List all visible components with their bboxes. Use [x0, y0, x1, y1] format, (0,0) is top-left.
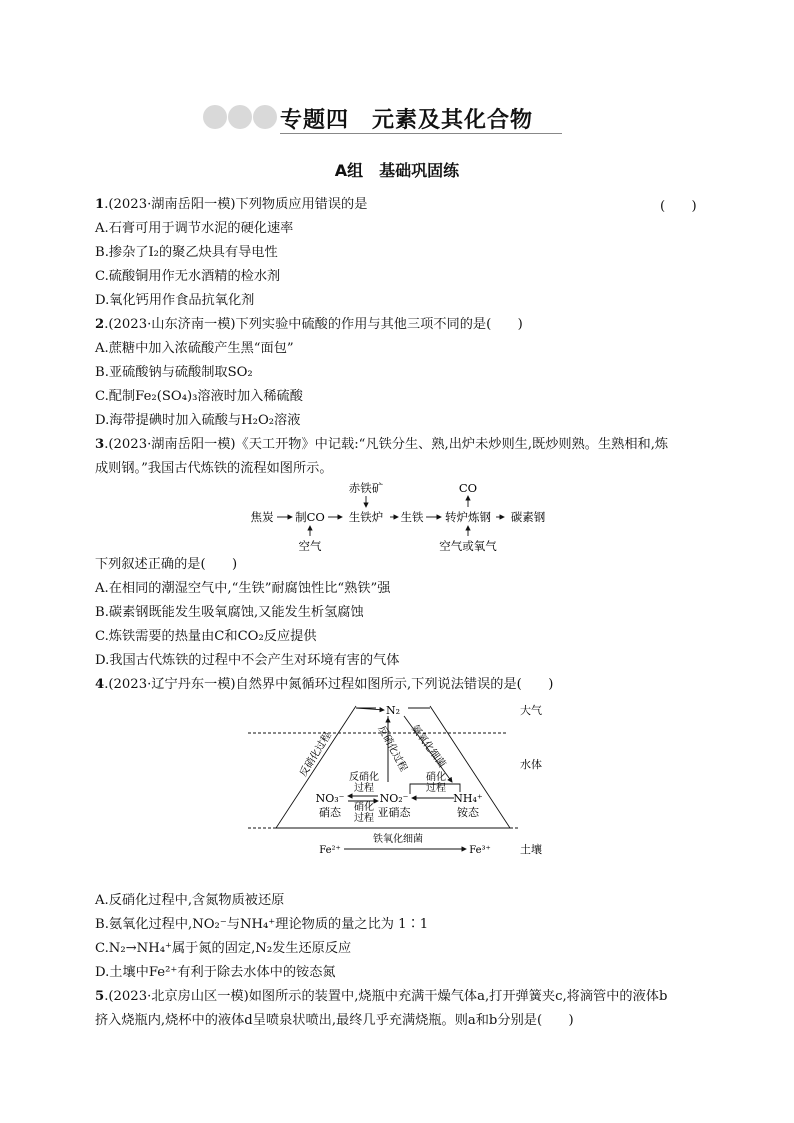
label-fe2: Fe²⁺ — [319, 845, 341, 856]
q3-option-b: B.碳素钢既能发生吸氧腐蚀,又能发生析氢腐蚀 — [95, 605, 364, 620]
label-no3: NO₃⁻ — [315, 792, 345, 805]
title-underline — [280, 133, 562, 134]
label-fanxiaohua-small-2: 过程 — [354, 783, 374, 794]
q4-option-c: C.N₂→NH₄⁺属于氮的固定,N₂发生还原反应 — [95, 941, 352, 956]
flow-co: CO — [458, 481, 478, 495]
q2-stem: 2.(2023·山东济南一模)下列实验中硫酸的作用与其他三项不同的是( ) — [95, 317, 523, 332]
flow-jiaotan: 焦炭 — [250, 510, 274, 524]
q2-option-b: B.亚硫酸钠与硫酸制取SO₂ — [95, 365, 253, 380]
q2-option-d: D.海带提碘时加入硫酸与H₂O₂溶液 — [95, 413, 301, 428]
q4-stem: 4.(2023·辽宁丹东一模)自然界中氮循环过程如图所示,下列说法错误的是( ) — [95, 677, 554, 692]
q5-stem-line1: 5.(2023·北京房山区一模)如图所示的装置中,烧瓶中充满干燥气体a,打开弹簧夹c,将滴管中的液体b — [95, 989, 668, 1004]
flow-tansugang: 碳素钢 — [510, 510, 546, 524]
flow-zhico: 制CO — [295, 510, 325, 524]
label-fanxiaohua-mid: 反硝化过程 — [375, 724, 409, 774]
q4-nitrogen-cycle-diagram — [248, 698, 558, 858]
flow-kongqi-yangqi: 空气或氧气 — [439, 539, 497, 553]
label-shuiti: 水体 — [520, 758, 542, 771]
q1-stem: 1.(2023·湖南岳阳一模)下列物质应用错误的是 — [95, 197, 368, 212]
label-yaxiaotai: 亚硝态 — [377, 806, 411, 819]
label-xiaohua-right-1: 硝化 — [426, 772, 446, 783]
flow-shengtielu: 生铁炉 — [348, 510, 384, 524]
q3-option-a: A.在相同的潮湿空气中,“生铁”耐腐蚀性比“熟铁”强 — [95, 581, 391, 596]
page-header — [0, 103, 794, 139]
label-fe3: Fe³⁺ — [469, 845, 491, 856]
q5-stem-line2: 挤入烧瓶内,烧杯中的液体d呈喷泉状喷出,最终几乎充满烧瓶。则a和b分别是( ) — [95, 1013, 574, 1028]
label-fanxiaohua-left: 反硝化过程 — [297, 730, 334, 779]
label-tieyanghua: 铁氧化细菌 — [373, 834, 423, 845]
label-xiaohua-small-1: 硝化 — [354, 802, 374, 813]
q3-flow-diagram — [240, 478, 560, 556]
q2-option-c: C.配制Fe₂(SO₄)₃溶液时加入稀硫酸 — [95, 389, 303, 404]
label-daqi: 大气 — [520, 704, 542, 717]
label-no2: NO₂⁻ — [379, 792, 409, 805]
flow-zhuanlu: 转炉炼钢 — [445, 510, 491, 524]
label-antai: 铵态 — [457, 806, 479, 819]
q2-option-a: A.蔗糖中加入浓硫酸产生黑“面包” — [95, 341, 294, 356]
flow-chitiekuang: 赤铁矿 — [348, 481, 384, 495]
q1-option-b: B.掺杂了I₂的聚乙炔具有导电性 — [95, 245, 278, 260]
flow-kongqi: 空气 — [298, 539, 322, 553]
q4-option-d: D.土壤中Fe²⁺有利于除去水体中的铵态氮 — [95, 965, 336, 980]
q3-stem-line1: 3.(2023·湖南岳阳一模)《天工开物》中记载:“凡铁分生、熟,出炉未炒则生,既炒则熟。生熟相和,炼 — [95, 437, 669, 452]
q3-stem-line2: 成则钢。”我国古代炼铁的流程如图所示。 — [95, 461, 333, 476]
q1-option-c: C.硫酸铜用作无水酒精的检水剂 — [95, 269, 281, 284]
label-anyanghua: 氨氧化细菌 — [408, 723, 448, 770]
page-title: 专题四 元素及其化合物 — [280, 108, 534, 133]
label-fanxiaohua-small-1: 反硝化 — [349, 772, 379, 783]
q1-answer-paren: ( ) — [660, 199, 697, 214]
label-xiaotai: 硝态 — [319, 806, 341, 819]
q3-option-c: C.炼铁需要的热量由C和CO₂反应提供 — [95, 629, 317, 644]
flow-shengtie: 生铁 — [400, 510, 424, 524]
q3-after: 下列叙述正确的是( ) — [95, 557, 238, 572]
q3-option-d: D.我国古代炼铁的过程中不会产生对环境有害的气体 — [95, 653, 400, 668]
section-subtitle: A组 基础巩固练 — [334, 161, 460, 180]
label-nh4: NH₄⁺ — [453, 792, 483, 805]
label-turang: 土壤 — [520, 843, 542, 856]
q4-option-b: B.氨氧化过程中,NO₂⁻与NH₄⁺理论物质的量之比为 1∶1 — [95, 917, 429, 932]
q1-option-a: A.石膏可用于调节水泥的硬化速率 — [95, 221, 294, 236]
label-xiaohua-right-2: 过程 — [426, 783, 446, 794]
label-n2: N₂ — [385, 704, 401, 717]
q1-option-d: D.氧化钙用作食品抗氧化剂 — [95, 293, 255, 308]
label-xiaohua-small-2: 过程 — [354, 813, 374, 824]
q4-option-a: A.反硝化过程中,含氮物质被还原 — [95, 893, 285, 908]
